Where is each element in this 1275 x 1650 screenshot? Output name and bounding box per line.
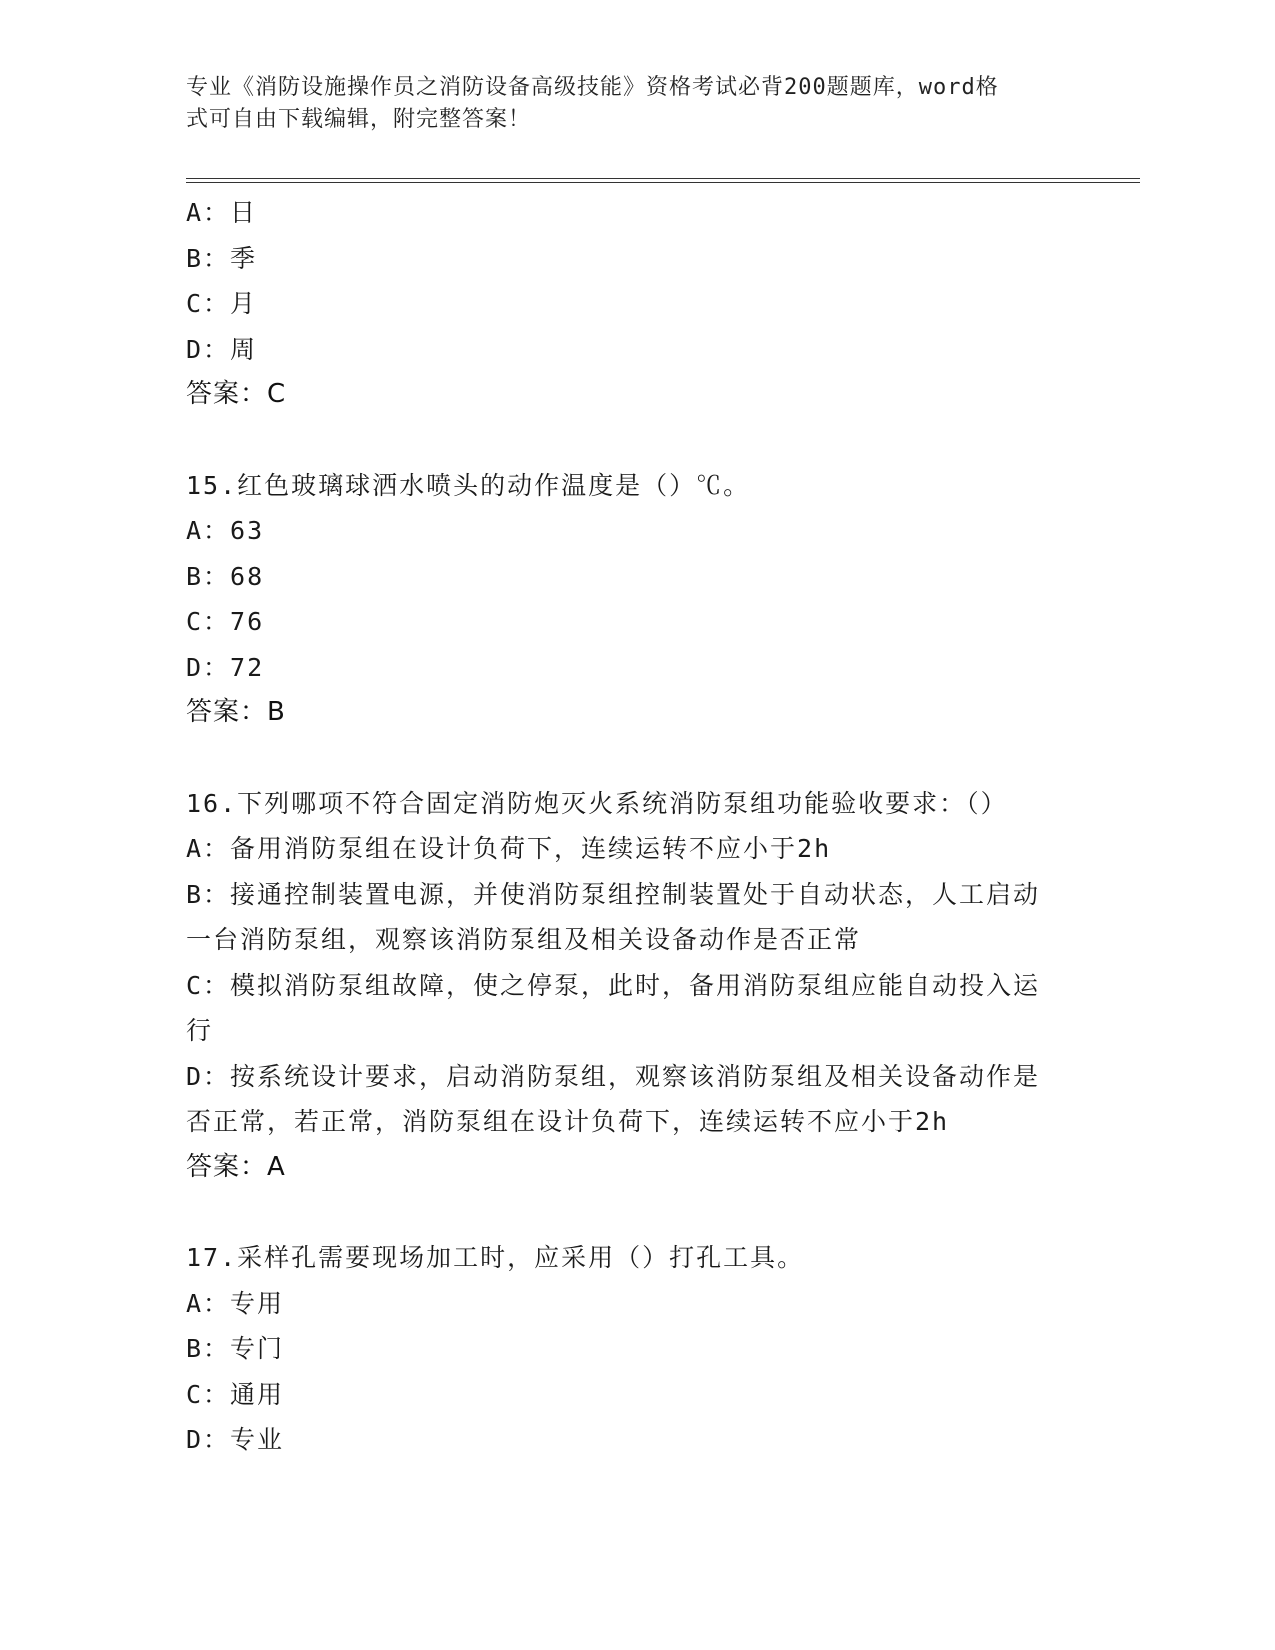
option-c: C：通用 <box>186 1379 285 1409</box>
answer-label: 答案：A <box>186 1151 286 1182</box>
option-a: A：日 <box>186 198 258 227</box>
header-rule-bottom <box>186 182 1140 183</box>
question-15-block <box>186 463 1066 736</box>
option-b: B：专门 <box>186 1334 285 1363</box>
question-16-block <box>186 781 1066 1191</box>
question-stem: 16.下列哪项不符合固定消防炮灭火系统消防泵组功能验收要求：（） <box>186 788 1008 818</box>
option-b: B：接通控制装置电源，并使消防泵组控制装置处于自动状态，人工启动一台消防泵组，观察该消防泵组及相关设备动作是否正常 <box>186 879 1041 954</box>
option-d: D：周 <box>186 334 258 364</box>
option-b: B：68 <box>186 561 265 591</box>
header-rule-top <box>186 178 1140 179</box>
option-c: C：76 <box>186 607 265 636</box>
option-c: C：月 <box>186 289 258 318</box>
question-14-block <box>186 190 1066 418</box>
option-d: D：按系统设计要求，启动消防泵组，观察该消防泵组及相关设备动作是否正常，若正常，消防泵组在设计负荷下，连续运转不应小于2h <box>186 1061 1041 1136</box>
question-17-block <box>186 1235 1066 1463</box>
question-stem: 17.采样孔需要现场加工时，应采用（）打孔工具。 <box>186 1243 805 1272</box>
option-a: A：备用消防泵组在设计负荷下，连续运转不应小于2h <box>186 834 832 863</box>
document-body <box>186 190 1066 1463</box>
header-line-2: 式可自由下载编辑，附完整答案！ <box>186 107 532 132</box>
option-d: D：72 <box>186 652 265 682</box>
option-d: D：专业 <box>186 1425 285 1454</box>
answer-label: 答案：C <box>186 379 287 409</box>
document-header <box>186 72 1066 136</box>
option-b: B：季 <box>186 243 258 273</box>
question-stem: 15.红色玻璃球洒水喷头的动作温度是（）℃。 <box>186 470 751 500</box>
option-a: A：63 <box>186 516 265 545</box>
option-a: A：专用 <box>186 1288 285 1318</box>
header-line-1: 专业《消防设施操作员之消防设备高级技能》资格考试必背200题题库，word格 <box>186 75 999 100</box>
answer-label: 答案：B <box>186 697 286 727</box>
option-c: C：模拟消防泵组故障，使之停泵，此时，备用消防泵组应能自动投入运行 <box>186 970 1041 1045</box>
